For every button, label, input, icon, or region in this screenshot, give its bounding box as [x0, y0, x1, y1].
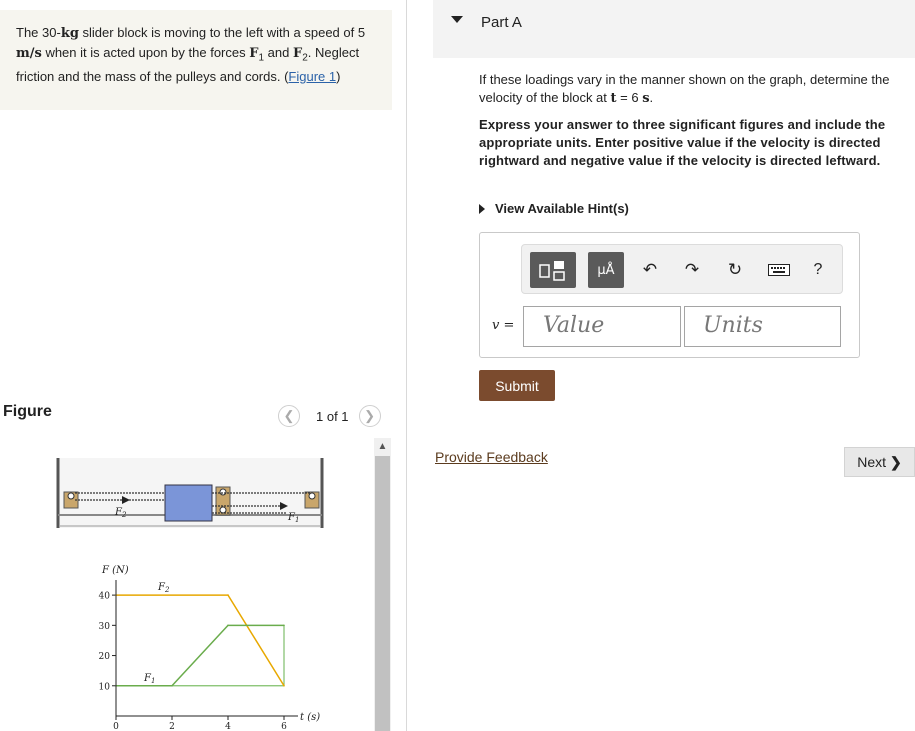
next-button[interactable] — [844, 447, 915, 477]
legend-label-f2: $F_2$ — [158, 582, 170, 595]
y-tick-label: 10 — [98, 682, 110, 693]
units-input[interactable]: Units — [684, 306, 841, 347]
pager-text: 1 of 1 — [316, 408, 349, 424]
question-var-t: t — [610, 90, 617, 106]
problem-statement-panel — [0, 10, 392, 110]
hints-label: View Available Hint(s) — [495, 201, 629, 216]
value-input[interactable]: Value — [523, 306, 681, 347]
x-tick-label: 6 — [281, 722, 287, 731]
provide-feedback-link[interactable]: Provide Feedback — [435, 449, 548, 465]
data-point — [171, 685, 173, 687]
chevron-right-icon[interactable]: ❯ — [359, 405, 381, 427]
x-tick-label: 0 — [113, 722, 119, 731]
chevron-right-icon: ❯ — [890, 453, 902, 470]
y-axis-label: F (N) — [102, 565, 129, 576]
problem-text — [16, 24, 386, 86]
problem-text-part: when it is acted upon by the forces — [41, 44, 250, 60]
figure-area — [0, 440, 372, 731]
redo-icon[interactable]: ↷ — [684, 260, 700, 279]
question-unit-s: s — [642, 90, 650, 106]
part-a-title: Part A — [481, 14, 522, 31]
submit-button[interactable]: Submit — [479, 370, 555, 401]
force-f1: F — [249, 45, 259, 61]
chevron-left-icon[interactable]: ❮ — [278, 405, 300, 427]
scroll-up-icon[interactable]: ▲ — [377, 440, 388, 452]
panel-divider — [406, 0, 407, 731]
answer-instructions: Express your answer to three significant figures and include the appropriate units. Enter positive value if the velocity is directed rightward and negative value if the velocity is directed leftward. — [479, 117, 886, 168]
figure-heading: Figure — [3, 403, 52, 420]
unit-kg: kg — [60, 26, 79, 41]
problem-text-part: slider block is moving to the left with a speed of 5 — [78, 25, 366, 40]
diagram-label-f1: F — [288, 512, 295, 523]
y-tick-label: 20 — [98, 652, 110, 663]
force-f2: F — [292, 45, 303, 61]
view-hints-toggle[interactable] — [479, 201, 629, 216]
data-point — [283, 685, 285, 687]
question-part: = 6 — [616, 89, 643, 105]
question-part: . — [649, 89, 654, 105]
series-line-2 — [116, 625, 284, 685]
force-f1-sub: 1 — [258, 52, 265, 64]
variable-label: v = — [492, 318, 515, 333]
keyboard-icon[interactable] — [765, 252, 793, 288]
x-axis-label: t (s) — [300, 712, 321, 723]
figure-scrollbar[interactable] — [374, 438, 391, 731]
data-point — [227, 625, 229, 627]
y-tick-label: 30 — [98, 621, 110, 632]
unit-ms: m/s — [16, 45, 42, 61]
undo-icon[interactable]: ↶ — [642, 260, 658, 279]
diagram-label-f2-sub: 2 — [121, 511, 127, 519]
part-a-header[interactable] — [433, 0, 915, 58]
scroll-thumb[interactable] — [375, 456, 390, 731]
expand-caret-icon — [479, 204, 485, 214]
problem-text-part: . Neglect friction and the mass of the pulleys and cords. ( — [16, 44, 360, 84]
legend-label-f1: $F_1$ — [144, 672, 156, 685]
question-text — [479, 71, 909, 107]
data-point — [283, 625, 285, 627]
y-tick-label: 40 — [98, 591, 110, 602]
force-f2-sub: 2 — [302, 52, 308, 64]
answer-box — [479, 232, 860, 358]
series-line-1 — [116, 595, 284, 686]
question-part: If these loadings vary in the manner shown on the graph, determine the velocity of the block at — [479, 72, 890, 105]
collapse-caret-icon[interactable] — [451, 16, 463, 23]
next-label: Next — [857, 454, 887, 470]
help-icon[interactable]: ? — [813, 261, 823, 278]
diagram-label-f2: F — [115, 507, 122, 518]
x-tick-label: 2 — [169, 722, 175, 731]
templates-icon[interactable] — [530, 252, 576, 288]
reset-icon[interactable]: ↻ — [727, 260, 743, 279]
x-tick-label: 4 — [225, 722, 231, 731]
figure-link[interactable]: Figure 1 — [288, 68, 337, 84]
problem-text-part: and — [264, 44, 293, 60]
problem-text-part: ) — [336, 68, 341, 84]
figure-pager — [278, 404, 381, 428]
math-toolbar — [521, 244, 843, 294]
problem-text-part: The 30- — [16, 25, 61, 40]
diagram-label-f1-sub: 1 — [294, 516, 300, 524]
units-icon[interactable]: μÅ — [588, 252, 624, 288]
force-time-chart — [0, 440, 372, 731]
data-point — [227, 594, 229, 596]
